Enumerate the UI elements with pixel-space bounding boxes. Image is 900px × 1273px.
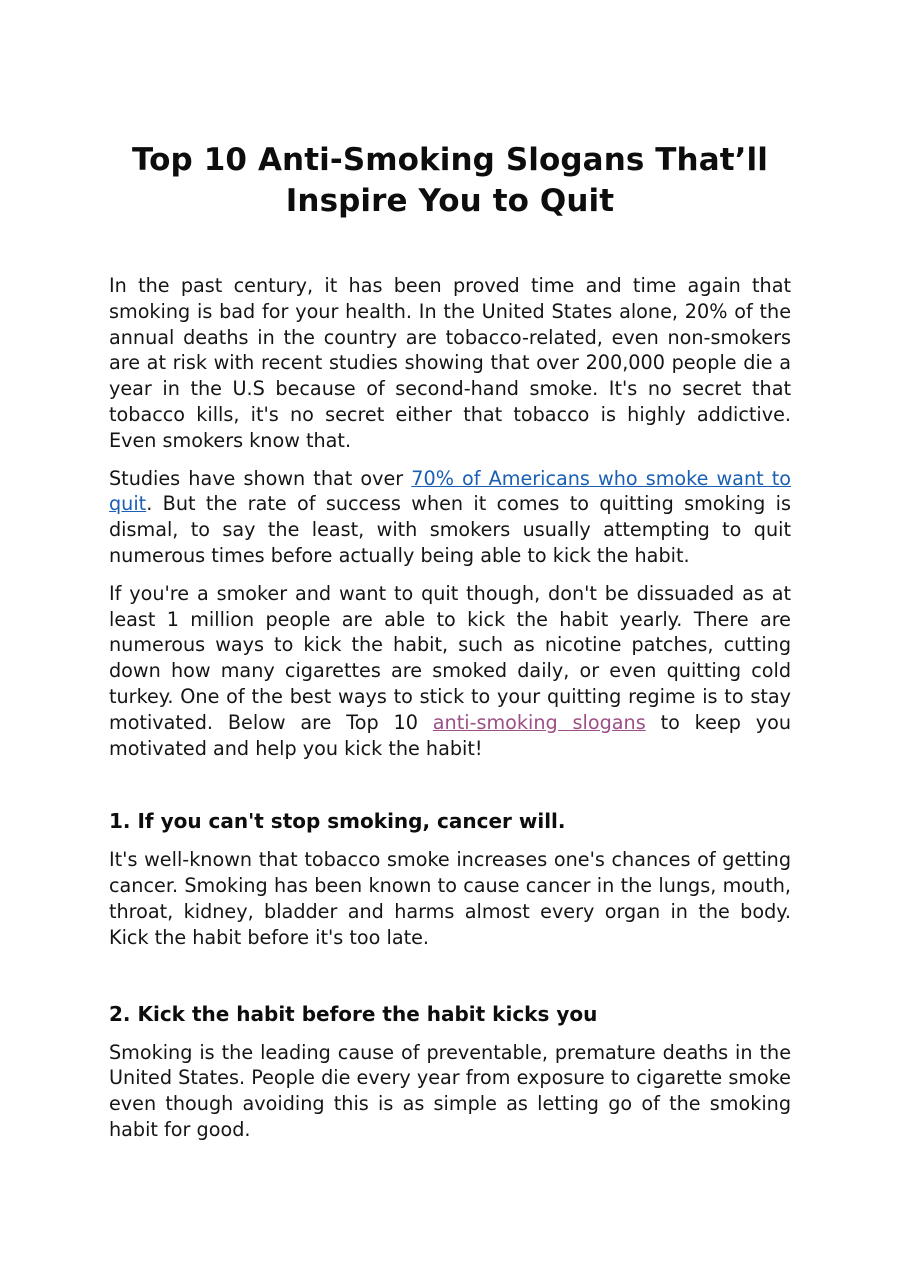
intro-paragraph-3 [109,581,791,762]
anti-smoking-slogans-link[interactable]: anti-smoking slogans [432,710,646,734]
slogan-heading-1: 1. If you can't stop smoking, cancer will. [109,809,566,834]
page-title: Top 10 Anti-Smoking Slogans That’ll Inspire You to Quit [132,142,768,219]
intro-paragraph-3-rest: to keep you motivated and help you kick the habit! [109,710,791,760]
intro-section [109,273,791,761]
slogan-section-1 [109,808,791,950]
intro-paragraph-2-lead: Studies have shown that over [109,466,412,490]
intro-paragraph-2-rest: . But the rate of success when it comes to quitting smoking is dismal, to say the least, with smokers usually attempting to quit numerous times before actually being able to kick the habit. [109,492,791,567]
intro-paragraph-2 [109,466,791,569]
intro-paragraph-3-lead: If you're a smoker and want to quit though, don't be dissuaded as at least 1 million people are able to kick the habit yearly. There are numerous ways to kick the habit, such as nicotine patches, cutting down how many cigarettes are smoked daily, or even quitting cold turkey. One of the best ways to stick to your quitting regime is to stay motivated. Below are Top 10 [109,581,791,734]
document-page [109,0,791,1143]
intro-paragraph-1: In the past century, it has been proved time and time again that smoking is bad for your health. In the United States alone, 20% of the annual deaths in the country are tobacco-related, even non-smokers are at risk with recent studies showing that over 200,000 people die a year in the U.S because of second-hand smoke. It's no secret that tobacco kills, it's no secret either that tobacco is highly addictive. Even smokers know that. [109,274,791,452]
slogan-heading-2: 2. Kick the habit before the habit kicks you [109,1001,598,1026]
slogan-section-2 [109,1001,791,1143]
slogan-text-1: It's well-known that tobacco smoke increases one's chances of getting cancer. Smoking has been known to cause cancer in the lungs, mouth, throat, kidney, bladder and harms almost every organ in the body. Kick the habit before it's too late. [109,848,791,949]
americans-quit-link[interactable]: 70% of Americans who smoke want to quit [109,466,791,516]
slogan-text-2: Smoking is the leading cause of preventable, premature deaths in the United States. People die every year from exposure to cigarette smoke even though avoiding this is as simple as letting go of the smoking habit for good. [109,1040,791,1141]
